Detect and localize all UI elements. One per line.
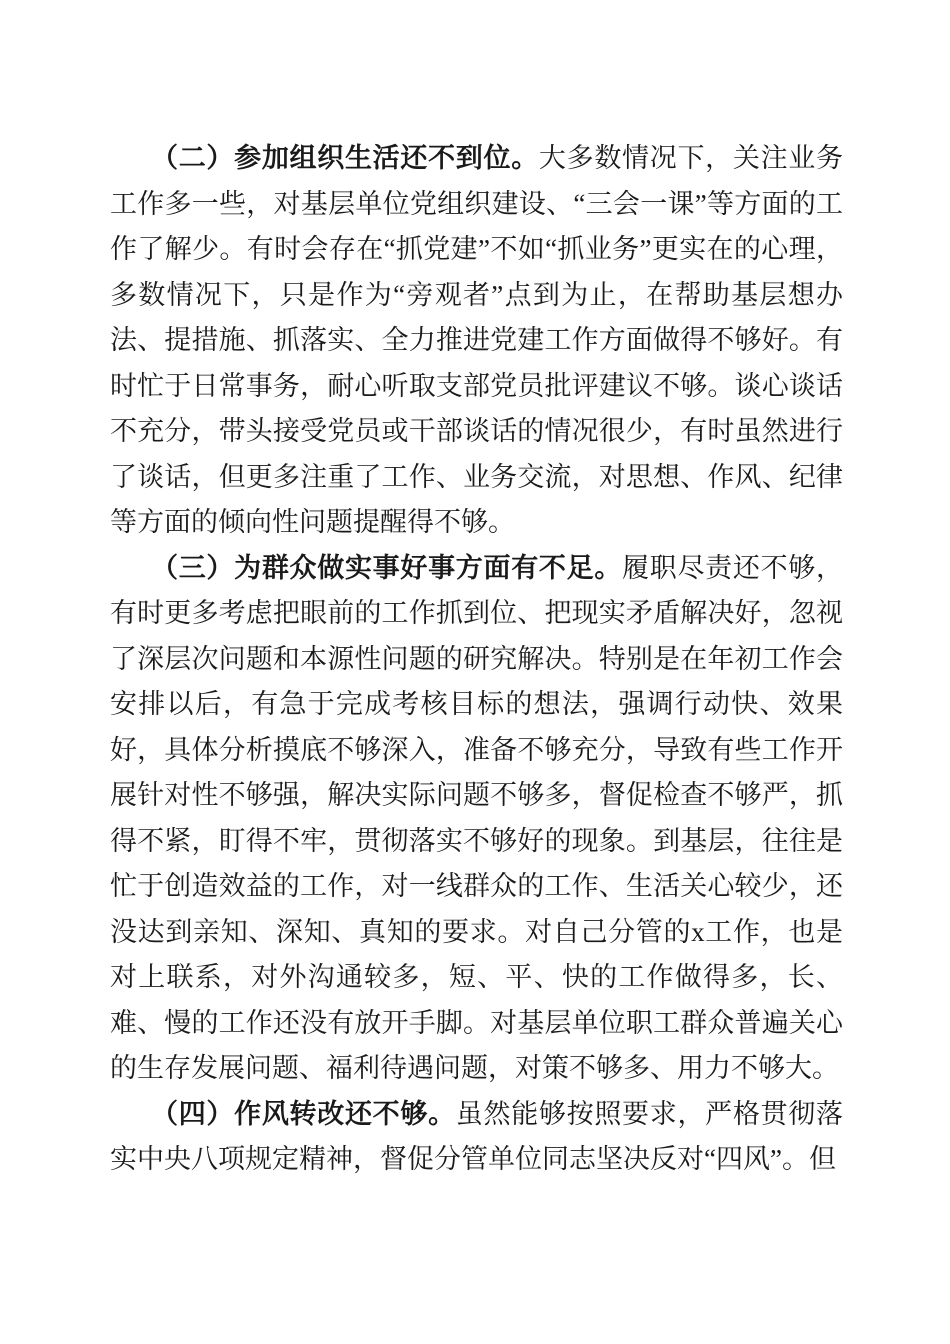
- paragraph-section-3-body: 履职尽责还不够，有时更多考虑把眼前的工作抓到位、把现实矛盾解决好，忽视了深层次问题和本源性问题的研究解决。特别是在年初工作会安排以后，有急于完成考核目标的想法，强调行动快、效果好，具体分析摸底不够深入，准备不够充分，导致有些工作开展针对性不够强，解决实际问题不够多，督促检查不够严，抓得不紧，盯得不牢，贯彻落实不够好的现象。到基层，往往是忙于创造效益的工作，对一线群众的工作、生活关心较少，还没达到亲知、深知、真知的要求。对自己分管的x工作，也是对上联系，对外沟通较多，短、平、快的工作做得多，长、难、慢的工作还没有放开手脚。对基层单位职工群众普遍关心的生存发展问题、福利待遇问题，对策不够多、用力不够大。: [110, 552, 844, 1083]
- paragraph-section-2: [110, 136, 843, 546]
- paragraph-section-4-heading: （四）作风转改还不够。: [151, 1098, 456, 1129]
- paragraph-section-4-body: 虽然能够按照要求，严格贯彻落实中央八项规定精神，督促分管单位同志坚决反对“四风”。但: [110, 1098, 844, 1174]
- paragraph-section-3: [110, 546, 843, 1092]
- paragraph-section-4: [110, 1092, 843, 1183]
- paragraph-section-3-heading: （三）为群众做实事好事方面有不足。: [151, 552, 623, 583]
- paragraph-section-2-body: 大多数情况下，关注业务工作多一些，对基层单位党组织建设、“三会一课”等方面的工作了解少。有时会存在“抓党建”不如“抓业务”更实在的心理，多数情况下，只是作为“旁观者”点到为止，在帮助基层想办法、提措施、抓落实、全力推进党建工作方面做得不够好。有时忙于日常事务，耐心听取支部党员批评建议不够。谈心谈话不充分，带头接受党员或干部谈话的情况很少，有时虽然进行了谈话，但更多注重了工作、业务交流，对思想、作风、纪律等方面的倾向性问题提醒得不够。: [110, 143, 844, 537]
- paragraph-section-2-heading: （二）参加组织生活还不到位。: [151, 143, 539, 173]
